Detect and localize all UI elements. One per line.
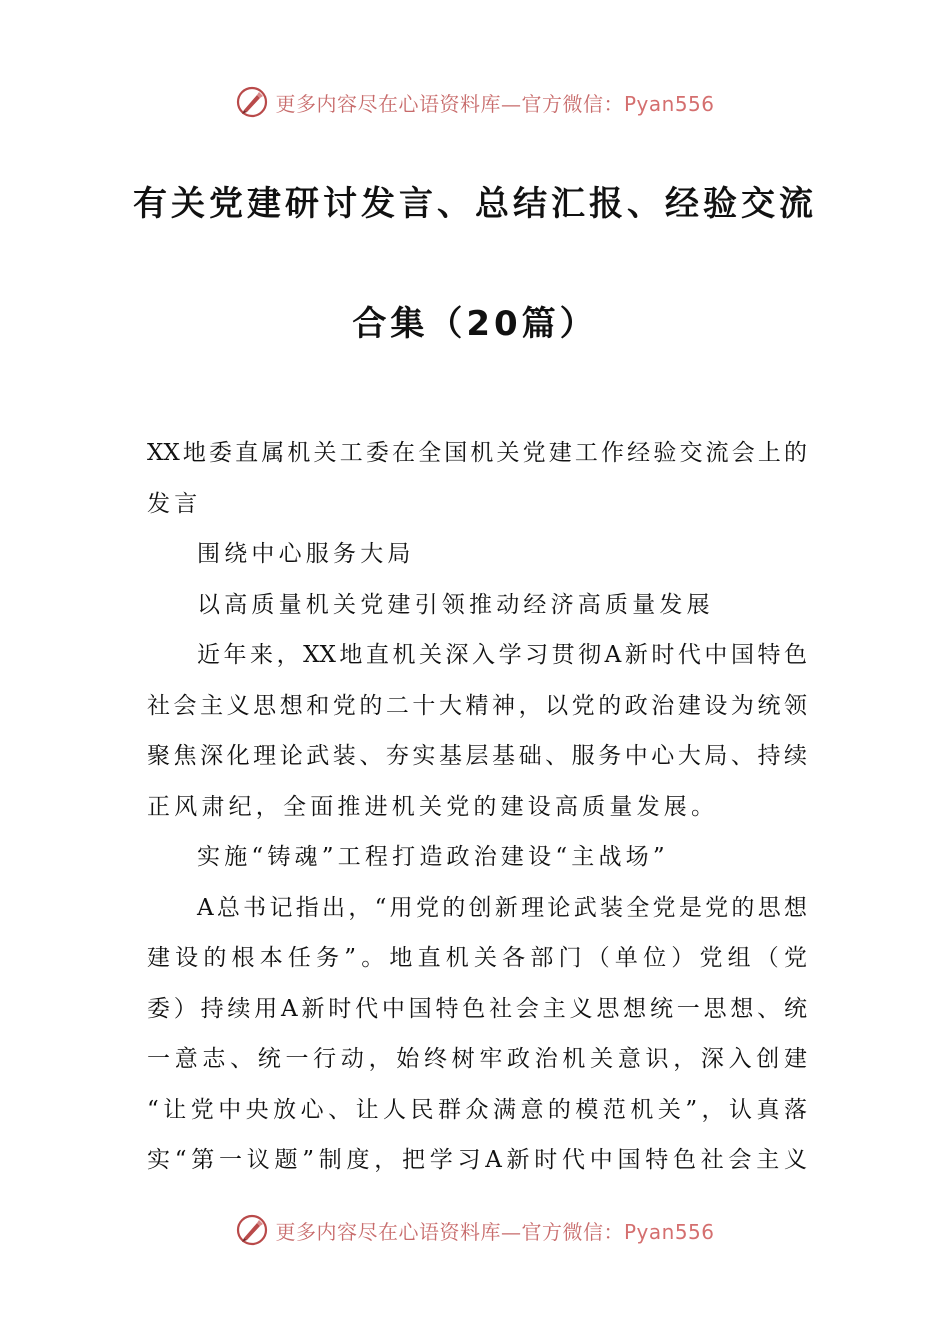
body-line: 以高质量机关党建引领推动经济高质量发展 <box>197 591 714 618</box>
body-line: 围绕中心服务大局 <box>197 541 415 567</box>
body-line: 聚焦深化理论武装、夯实基层基础、服务中心大局、持续 <box>147 743 807 769</box>
body-line: A总书记指出，“用党的创新理论武装全党是党的思想 <box>197 894 807 921</box>
body-line: 发言 <box>147 490 202 517</box>
body-line: 建设的根本任务”。地直机关各部门（单位）党组（党 <box>147 945 807 971</box>
header-watermark <box>0 82 950 122</box>
wechat-id: Pyan556 <box>623 91 715 116</box>
body-line: 正风肃纪，全面推进机关党的建设高质量发展。 <box>147 793 719 820</box>
wechat-id: Pyan556 <box>623 1219 715 1244</box>
footer-watermark <box>0 1210 950 1250</box>
pen-logo-icon <box>235 85 269 119</box>
document-title-line-2: 合集（20篇） <box>352 304 598 344</box>
body-line: 近年来，XX地直机关深入学习贯彻A新时代中国特色 <box>197 642 807 668</box>
body-line: 委）持续用A新时代中国特色社会主义思想统一思想、统 <box>147 995 807 1022</box>
body-line: 实施“铸魂”工程打造政治建设“主战场” <box>197 844 669 870</box>
document-title-line-1: 有关党建研讨发言、总结汇报、经验交流 <box>133 184 817 224</box>
document-body <box>147 432 807 1190</box>
watermark-text: 更多内容尽在心语资料库—官方微信：Pyan556 <box>275 91 715 116</box>
watermark-text: 更多内容尽在心语资料库—官方微信：Pyan556 <box>275 1219 715 1244</box>
pen-logo-icon <box>235 1213 269 1247</box>
body-line: 一意志、统一行动，始终树牢政治机关意识，深入创建 <box>147 1046 807 1072</box>
body-line: 实“第一议题”制度，把学习A新时代中国特色社会主义 <box>147 1147 807 1173</box>
body-line: “让党中央放心、让人民群众满意的模范机关”，认真落 <box>147 1096 807 1123</box>
body-line: XX地委直属机关工委在全国机关党建工作经验交流会上的 <box>147 440 807 466</box>
body-line: 社会主义思想和党的二十大精神，以党的政治建设为统领 <box>147 692 807 719</box>
